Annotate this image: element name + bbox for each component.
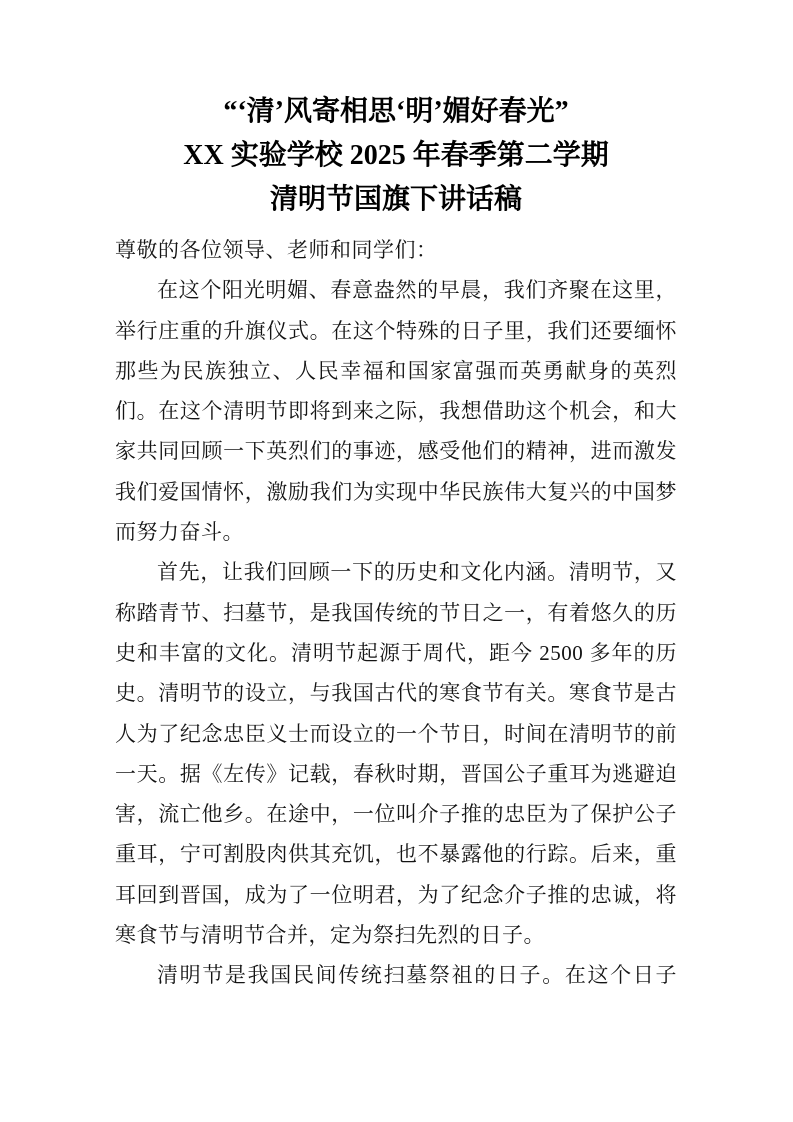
paragraph-line: 清明节是我国民间传统扫墓祭祖的日子。在这个日子 <box>157 963 677 988</box>
paragraph-line: 人为了纪念忠臣义士而设立的一个节日，时间在清明节的前 <box>115 721 677 746</box>
paragraph-line: 耳回到晋国，成为了一位明君，为了纪念介子推的忠诚，将 <box>115 882 677 907</box>
paragraph <box>115 230 677 270</box>
paragraph-line: 一天。据《左传》记载，春秋时期，晋国公子重耳为逃避迫 <box>115 761 677 786</box>
paragraph-line: 在这个阳光明媚、春意盎然的早晨，我们齐聚在这里， <box>157 278 677 303</box>
paragraph-line: 举行庄重的升旗仪式。在这个特殊的日子里，我们还要缅怀 <box>115 318 677 343</box>
paragraph-line: 们。在这个清明节即将到来之际，我想借助这个机会，和大 <box>115 399 677 424</box>
paragraph-line: 首先，让我们回顾一下的历史和文化内涵。清明节，又 <box>157 560 677 585</box>
paragraph-line: 我们爱国情怀，激励我们为实现中华民族伟大复兴的中国梦 <box>115 479 677 504</box>
paragraph-line: 寒食节与清明节合并，定为祭扫先烈的日子。 <box>115 923 545 948</box>
document-title-line-2: XX 实验学校 2025 年春季第二学期 <box>183 140 609 171</box>
document-title-line-3: 清明节国旗下讲话稿 <box>269 184 522 215</box>
document-title-line-1: “‘清’风寄相思‘明’媚好春光” <box>223 96 569 127</box>
document-body <box>115 230 677 996</box>
paragraph-line: 而努力奋斗。 <box>115 520 244 545</box>
document-title <box>115 90 677 222</box>
paragraph-line: 家共同回顾一下英烈们的事迹，感受他们的精神，进而激发 <box>115 439 677 464</box>
paragraph-line: 那些为民族独立、人民幸福和国家富强而英勇献身的英烈 <box>115 358 677 383</box>
paragraph <box>115 270 677 552</box>
paragraph-line: 史。清明节的设立，与我国古代的寒食节有关。寒食节是古 <box>115 681 677 706</box>
paragraph <box>115 955 677 995</box>
paragraph-line: 害，流亡他乡。在途中，一位叫介子推的忠臣为了保护公子 <box>115 802 677 827</box>
paragraph-line: 史和丰富的文化。清明节起源于周代，距今 2500 多年的历 <box>115 640 677 665</box>
paragraph-line: 尊敬的各位领导、老师和同学们： <box>115 238 438 262</box>
paragraph-line: 称踏青节、扫墓节，是我国传统的节日之一，有着悠久的历 <box>115 600 677 625</box>
paragraph <box>115 552 677 955</box>
paragraph-line: 重耳，宁可割股肉供其充饥，也不暴露他的行踪。后来，重 <box>115 842 677 867</box>
